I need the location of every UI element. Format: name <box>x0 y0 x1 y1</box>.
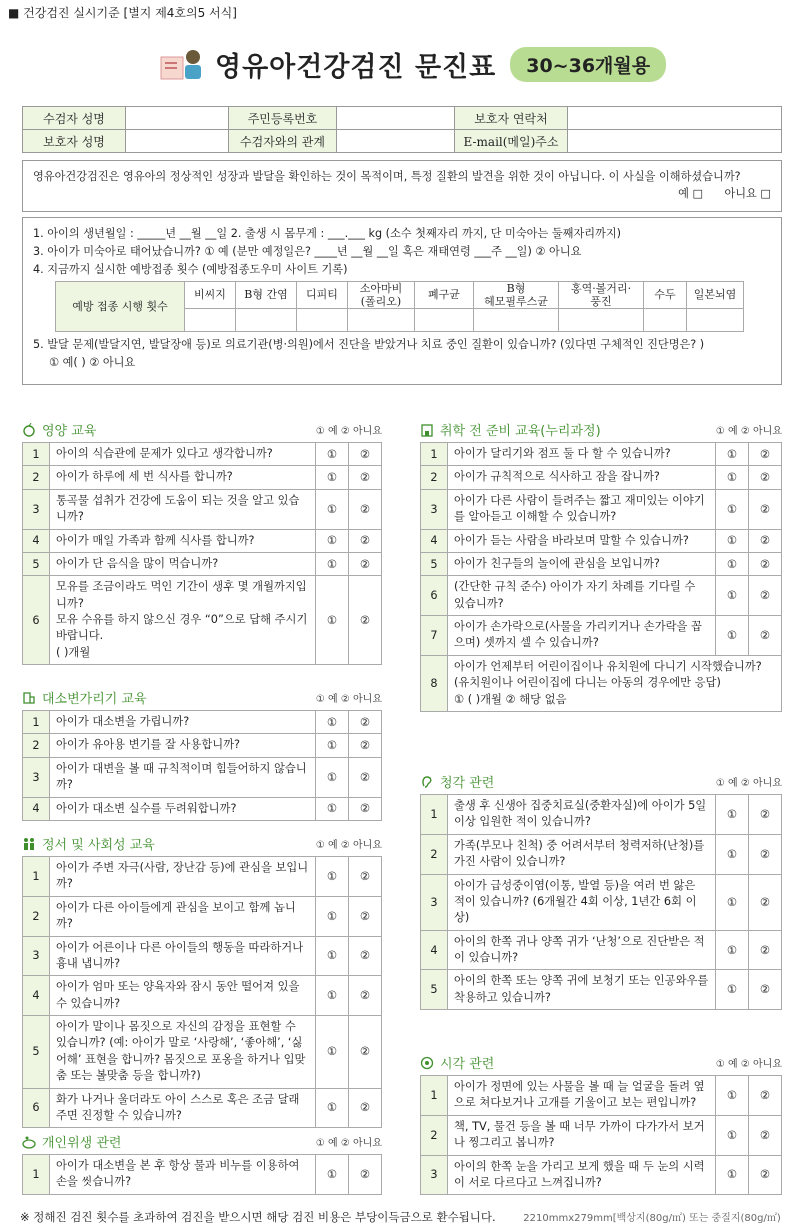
vaccine-name: 홍역·볼거리· 풍진 <box>559 281 644 308</box>
question-row <box>421 1076 782 1116</box>
child-name-label: 수검자 성명 <box>23 107 126 130</box>
answer-yes-option[interactable]: ① <box>716 1115 749 1155</box>
answer-yes-option[interactable]: ① <box>716 795 749 835</box>
page-title: 영유아건강검진 문진표 <box>215 52 497 83</box>
vaccine-count-field[interactable] <box>415 309 474 332</box>
question-text: 아이가 유아용 변기를 잘 사용합니까? <box>50 734 316 757</box>
footer-note: ※ 정해진 검진 횟수를 초과하여 검진을 받으시면 해당 검진 비용은 부당이득금으로 환수됩니다. <box>20 1210 496 1224</box>
answer-yes-option[interactable]: ① <box>316 529 349 552</box>
question-text: 아이가 다른 사람이 들려주는 짧고 재미있는 이야기를 알아듣고 이해할 수 있습니까? <box>448 489 716 529</box>
title-bar <box>155 45 666 84</box>
vaccine-name: B형 헤모필루스균 <box>474 281 559 308</box>
question-row <box>421 970 782 1010</box>
question-text: 아이가 다른 아이들에게 관심을 보이고 함께 놉니까? <box>50 896 316 936</box>
answer-yes-option[interactable]: ① <box>316 757 349 797</box>
question-text: 통곡물 섭취가 건강에 도움이 되는 것을 알고 있습니까? <box>50 489 316 529</box>
answer-yes-option[interactable]: ① <box>716 576 749 616</box>
answer-no-option[interactable]: ② <box>749 529 782 552</box>
question-table <box>420 1075 782 1195</box>
answer-no-option[interactable]: ② <box>749 795 782 835</box>
resident-number-field[interactable] <box>337 107 455 130</box>
question-row <box>23 1088 382 1128</box>
answer-yes-option[interactable]: ① <box>316 976 349 1016</box>
answer-yes-option[interactable]: ① <box>716 489 749 529</box>
answer-no-option[interactable]: ② <box>349 466 382 489</box>
resident-number-label: 주민등록번호 <box>229 107 337 130</box>
answer-no-option[interactable]: ② <box>749 1115 782 1155</box>
age-badge: 30~36개월용 <box>510 47 666 82</box>
answer-no-option[interactable]: ② <box>349 1155 382 1195</box>
question-row <box>23 466 382 489</box>
answer-yes-option[interactable]: ① <box>716 970 749 1010</box>
question-number: 4 <box>421 529 448 552</box>
question-text: 아이가 규칙적으로 식사하고 잠을 잡니까? <box>448 466 716 489</box>
answer-yes-option[interactable]: ① <box>316 857 349 897</box>
question-number: 4 <box>421 930 448 970</box>
answer-yes-option[interactable]: ① <box>316 734 349 757</box>
answer-yes-option[interactable]: ① <box>316 466 349 489</box>
answer-no-option[interactable]: ② <box>349 552 382 575</box>
vaccine-count-field[interactable] <box>348 309 415 332</box>
vaccine-name: 소아마비 (폴리오) <box>348 281 415 308</box>
question-number: 2 <box>421 466 448 489</box>
relation-label: 수검자와의 관계 <box>229 130 337 153</box>
question-number: 5 <box>23 1016 50 1089</box>
question-row <box>23 896 382 936</box>
vaccination-table <box>55 281 744 332</box>
question-text: 아이가 말이나 몸짓으로 자신의 감정을 표현할 수 있습니까? (예: 아이가 말로 ‘사랑해’, ‘좋아해’, ‘싫어해’ 표현을 합니까? 몸짓으로 포옹을 하거나 입맞춤 또는 볼맞춤 등을 합니까?) <box>50 1016 316 1089</box>
question-text: 아이가 주변 자극(사람, 장난감 등)에 관심을 보입니까? <box>50 857 316 897</box>
answer-yes-option[interactable]: ① <box>316 552 349 575</box>
question-row <box>421 466 782 489</box>
answer-yes-option[interactable]: ① <box>716 874 749 930</box>
question-row <box>23 576 382 665</box>
paper-spec: 2210mmx279mm[백상지(80g/㎡) 또는 중질지(80g/㎡) <box>523 1213 781 1224</box>
answer-no-option[interactable]: ② <box>749 576 782 616</box>
answer-no-option[interactable]: ② <box>349 936 382 976</box>
eye-icon <box>420 1056 434 1070</box>
answer-yes-option[interactable]: ① <box>316 443 349 466</box>
answer-no-option[interactable]: ② <box>349 896 382 936</box>
question-text: 아이의 한쪽 눈을 가리고 보게 했을 때 두 눈의 시력이 서로 다르다고 느껴집니까? <box>448 1155 716 1195</box>
answer-yes-option[interactable]: ① <box>316 576 349 665</box>
section-title: 영양 교육 <box>42 424 97 439</box>
section-title: 정서 및 사회성 교육 <box>42 838 155 853</box>
question-row <box>23 1155 382 1195</box>
email-label: E-mail(메일)주소 <box>455 130 568 153</box>
question-row <box>421 874 782 930</box>
question-number: 3 <box>23 936 50 976</box>
question-text: 아이가 대소변을 본 후 항상 물과 비누를 이용하여 손을 씻습니까? <box>50 1155 316 1195</box>
question-number: 3 <box>421 874 448 930</box>
answer-no-option[interactable]: ② <box>749 1076 782 1116</box>
vaccine-count-field[interactable] <box>297 309 348 332</box>
question-number: 8 <box>421 655 448 711</box>
section-toilet <box>22 688 382 821</box>
question-text: 아이가 손가락으로(사물을 가리키거나 손가락을 꼽으며) 셋까지 셀 수 있습니까? <box>448 616 716 656</box>
question-row <box>421 834 782 874</box>
basic-q3: 3. 아이가 미숙아로 태어났습니까? ① 예 (분만 예정일은? ____년 __월 __일 혹은 재태연령 ___주 __일) ② 아니요 <box>33 244 582 258</box>
answer-yes-option[interactable]: ① <box>716 552 749 575</box>
basic-info-box <box>22 217 782 385</box>
consent-yes-checkbox[interactable]: 예 □ <box>678 186 704 200</box>
basic-q5: 5. 발달 문제(발달지연, 발달장애 등)로 의료기관(병·의원)에서 진단을 받았거나 치료 중인 질환이 있습니까? (있다면 구체적인 진단명은? ) <box>33 338 705 352</box>
question-row <box>421 529 782 552</box>
answer-yes-option[interactable]: ① <box>316 936 349 976</box>
question-row <box>23 757 382 797</box>
question-text: 아이의 한쪽 귀나 양쪽 귀가 ‘난청’으로 진단받은 적이 있습니까? <box>448 930 716 970</box>
question-number: 6 <box>23 576 50 665</box>
answer-no-option[interactable]: ② <box>749 616 782 656</box>
vaccine-count-field[interactable] <box>236 309 297 332</box>
question-text: (간단한 규칙 준수) 아이가 자기 차례를 기다릴 수 있습니까? <box>448 576 716 616</box>
answer-yes-option[interactable]: ① <box>716 616 749 656</box>
question-text: 아이가 단 음식을 많이 먹습니까? <box>50 552 316 575</box>
question-number: 2 <box>23 466 50 489</box>
answer-no-option[interactable]: ② <box>749 489 782 529</box>
question-text: 아이가 하루에 세 번 식사를 합니까? <box>50 466 316 489</box>
answer-no-option[interactable]: ② <box>349 711 382 734</box>
question-number: 3 <box>23 489 50 529</box>
question-number: 4 <box>23 529 50 552</box>
answer-no-option[interactable]: ② <box>349 489 382 529</box>
question-row <box>23 711 382 734</box>
answer-no-option[interactable]: ② <box>749 1155 782 1195</box>
guardian-name-label: 보호자 성명 <box>23 130 126 153</box>
basic-q4: 4. 지금까지 실시한 예방접종 횟수 (예방접종도우미 사이트 기록) <box>33 262 348 276</box>
people-icon <box>22 837 36 851</box>
answer-no-option[interactable]: ② <box>749 930 782 970</box>
potty-icon <box>22 691 36 705</box>
vaccine-count-field[interactable] <box>474 309 559 332</box>
section-school <box>420 420 782 712</box>
answer-no-option[interactable]: ② <box>349 976 382 1016</box>
answer-no-option[interactable]: ② <box>349 443 382 466</box>
question-text: 아이가 달리기와 점프 둘 다 할 수 있습니까? <box>448 443 716 466</box>
question-number: 1 <box>23 1155 50 1195</box>
basic-q5-answers: ① 예( ) ② 아니요 <box>49 356 136 370</box>
section-hearing <box>420 772 782 1010</box>
question-number: 2 <box>23 734 50 757</box>
question-text: 아이가 엄마 또는 양육자와 잠시 동안 떨어져 있을 수 있습니까? <box>50 976 316 1016</box>
answer-no-option[interactable]: ② <box>349 734 382 757</box>
section-nutrition <box>22 420 382 665</box>
question-table <box>22 442 382 665</box>
vaccine-count-field[interactable] <box>559 309 644 332</box>
consent-text: 영유아건강검진은 영유아의 정상적인 성장과 발달을 확인하는 것이 목적이며, 특정 질환의 발견을 위한 것이 아닙니다. 이 사실을 이해하셨습니까? <box>33 170 741 183</box>
question-number: 5 <box>421 552 448 575</box>
vaccine-name: 디피티 <box>297 281 348 308</box>
answer-legend: ① 예 ② 아니요 <box>315 1138 382 1149</box>
vaccination-header: 예방 접종 시행 횟수 <box>56 281 185 331</box>
answer-legend: ① 예 ② 아니요 <box>315 840 382 851</box>
section-title: 대소변가리기 교육 <box>42 692 147 707</box>
answer-yes-option[interactable]: ① <box>316 896 349 936</box>
question-row <box>421 930 782 970</box>
question-row <box>421 576 782 616</box>
question-number: 3 <box>421 489 448 529</box>
answer-no-option[interactable]: ② <box>749 466 782 489</box>
question-number: 5 <box>23 552 50 575</box>
answer-legend: ① 예 ② 아니요 <box>715 426 782 437</box>
question-number: 7 <box>421 616 448 656</box>
question-text: 모유를 조금이라도 먹인 기간이 생후 몇 개월까지입니까? 모유 수유를 하지 않으신 경우 “0”으로 답해 주시기 바랍니다. ( )개월 <box>50 576 316 665</box>
answer-legend: ① 예 ② 아니요 <box>715 1059 782 1070</box>
question-row <box>23 1016 382 1089</box>
question-number: 2 <box>23 896 50 936</box>
question-number: 4 <box>23 797 50 820</box>
answer-yes-option[interactable]: ① <box>316 711 349 734</box>
section-emotion <box>22 834 382 1128</box>
answer-yes-option[interactable]: ① <box>316 1155 349 1195</box>
vaccine-name: 수두 <box>644 281 687 308</box>
answer-legend: ① 예 ② 아니요 <box>315 426 382 437</box>
question-table <box>420 442 782 712</box>
applicant-info-table <box>22 106 782 153</box>
question-row <box>421 1155 782 1195</box>
basic-q1: 1. 아이의 생년월일 : _____년 __월 __일 2. 출생 시 몸무게 : ___.___ kg (소수 첫째자리 까지, 단 미숙아는 둘째자리까지) <box>33 227 622 240</box>
question-number: 1 <box>23 857 50 897</box>
consent-box <box>22 160 782 212</box>
question-row <box>23 489 382 529</box>
question-table <box>22 710 382 821</box>
vaccine-name: 일본뇌염 <box>687 281 744 308</box>
soap-icon <box>22 1135 36 1149</box>
question-row <box>421 616 782 656</box>
form-reference: ■ 건강검진 실시기준 [별지 제4호의5 서식] <box>8 6 237 20</box>
question-number: 1 <box>23 711 50 734</box>
email-field[interactable] <box>568 130 782 153</box>
question-text: 아이가 대소변을 가립니까? <box>50 711 316 734</box>
question-row <box>23 976 382 1016</box>
answer-no-option[interactable]: ② <box>749 552 782 575</box>
question-text: 아이가 친구들의 놀이에 관심을 보입니까? <box>448 552 716 575</box>
question-text: 아이가 대변을 볼 때 규칙적이며 힘들어하지 않습니까? <box>50 757 316 797</box>
answer-no-option[interactable]: ② <box>349 576 382 665</box>
question-text: 출생 후 신생아 집중치료실(중환자실)에 아이가 5일 이상 입원한 적이 있습니까? <box>448 795 716 835</box>
ear-icon <box>420 775 434 789</box>
answer-yes-option[interactable]: ① <box>316 1088 349 1128</box>
question-row <box>421 795 782 835</box>
question-text: 아이의 식습관에 문제가 있다고 생각합니까? <box>50 443 316 466</box>
answer-no-option[interactable]: ② <box>349 1088 382 1128</box>
answer-no-option[interactable]: ② <box>349 757 382 797</box>
guardian-contact-label: 보호자 연락처 <box>455 107 568 130</box>
answer-yes-option[interactable]: ① <box>316 489 349 529</box>
answer-yes-option[interactable]: ① <box>716 1155 749 1195</box>
answer-yes-option[interactable]: ① <box>716 834 749 874</box>
question-number: 3 <box>23 757 50 797</box>
answer-yes-option[interactable]: ① <box>716 529 749 552</box>
question-number: 6 <box>421 576 448 616</box>
question-text: 아이가 매일 가족과 함께 식사를 합니까? <box>50 529 316 552</box>
question-table <box>22 856 382 1128</box>
question-number: 4 <box>23 976 50 1016</box>
answer-no-option[interactable]: ② <box>749 970 782 1010</box>
section-title: 개인위생 관련 <box>42 1136 122 1151</box>
question-number: 1 <box>421 795 448 835</box>
question-number: 1 <box>421 443 448 466</box>
question-text: 아이가 언제부터 어린이집이나 유치원에 다니기 시작했습니까? (유치원이나 어린이집에 다니는 아동의 경우에만 응답) ① ( )개월 ② 해당 없음 <box>448 655 782 711</box>
vaccine-name: 비씨지 <box>185 281 236 308</box>
answer-legend: ① 예 ② 아니요 <box>715 778 782 789</box>
answer-no-option[interactable]: ② <box>349 857 382 897</box>
apple-icon <box>22 423 36 437</box>
question-row <box>23 936 382 976</box>
question-row <box>421 1115 782 1155</box>
question-number: 2 <box>421 1115 448 1155</box>
guardian-name-field[interactable] <box>126 130 229 153</box>
question-row <box>23 734 382 757</box>
vaccine-count-field[interactable] <box>687 309 744 332</box>
question-text: 아이가 듣는 사람을 바라보며 말할 수 있습니까? <box>448 529 716 552</box>
question-text: 화가 나거나 울더라도 아이 스스로 혹은 조금 달래주면 진정할 수 있습니까? <box>50 1088 316 1128</box>
clipboard-icon <box>155 47 207 83</box>
question-row <box>23 552 382 575</box>
question-row <box>421 552 782 575</box>
question-row <box>23 797 382 820</box>
vaccine-name: B형 간염 <box>236 281 297 308</box>
answer-no-option[interactable]: ② <box>749 874 782 930</box>
answer-yes-option[interactable]: ① <box>316 797 349 820</box>
question-row <box>23 857 382 897</box>
answer-yes-option[interactable]: ① <box>716 930 749 970</box>
question-number: 1 <box>23 443 50 466</box>
answer-legend: ① 예 ② 아니요 <box>315 694 382 705</box>
answer-no-option[interactable]: ② <box>349 529 382 552</box>
section-title: 취학 전 준비 교육(누리과정) <box>440 424 601 439</box>
answer-yes-option[interactable]: ① <box>316 1016 349 1089</box>
child-name-field[interactable] <box>126 107 229 130</box>
question-number: 6 <box>23 1088 50 1128</box>
question-text: 아이가 급성중이염(이통, 발열 등)을 여러 번 앓은 적이 있습니까? (6개월간 4회 이상, 1년간 6회 이상) <box>448 874 716 930</box>
vaccine-name: 폐구균 <box>415 281 474 308</box>
section-title: 시각 관련 <box>440 1057 495 1072</box>
answer-no-option[interactable]: ② <box>749 443 782 466</box>
school-icon <box>420 423 434 437</box>
vaccine-count-field[interactable] <box>644 309 687 332</box>
answer-no-option[interactable]: ② <box>349 797 382 820</box>
question-number: 1 <box>421 1076 448 1116</box>
relation-field[interactable] <box>337 130 455 153</box>
question-number: 2 <box>421 834 448 874</box>
answer-yes-option[interactable]: ① <box>716 466 749 489</box>
question-table <box>420 794 782 1010</box>
question-text: 아이의 한쪽 또는 양쪽 귀에 보청기 또는 인공와우를 착용하고 있습니까? <box>448 970 716 1010</box>
answer-yes-option[interactable]: ① <box>716 1076 749 1116</box>
footer <box>20 1209 781 1225</box>
question-text: 아이가 대소변 실수를 두려워합니까? <box>50 797 316 820</box>
question-number: 3 <box>421 1155 448 1195</box>
question-text: 아이가 어른이나 다른 아이들의 행동을 따라하거나 흉내 냅니까? <box>50 936 316 976</box>
answer-yes-option[interactable]: ① <box>716 443 749 466</box>
question-number: 5 <box>421 970 448 1010</box>
question-row <box>421 489 782 529</box>
vaccine-count-field[interactable] <box>185 309 236 332</box>
question-row <box>23 529 382 552</box>
question-row <box>23 443 382 466</box>
consent-no-checkbox[interactable]: 아니요 □ <box>724 186 771 200</box>
question-table <box>22 1154 382 1195</box>
answer-no-option[interactable]: ② <box>749 834 782 874</box>
answer-no-option[interactable]: ② <box>349 1016 382 1089</box>
question-row <box>421 443 782 466</box>
section-hygiene <box>22 1132 382 1195</box>
question-row <box>421 655 782 711</box>
question-text: 책, TV, 물건 등을 볼 때 너무 가까이 다가가서 보거나 찡그리고 봅니까? <box>448 1115 716 1155</box>
section-vision <box>420 1053 782 1195</box>
question-text: 아이가 정면에 있는 사물을 볼 때 늘 얼굴을 돌려 옆으로 쳐다보거나 고개를 기울이고 보는 편입니까? <box>448 1076 716 1116</box>
section-title: 청각 관련 <box>440 776 495 791</box>
question-text: 가족(부모나 친척) 중 어려서부터 청력저하(난청)를 가진 사람이 있습니까? <box>448 834 716 874</box>
guardian-contact-field[interactable] <box>568 107 782 130</box>
